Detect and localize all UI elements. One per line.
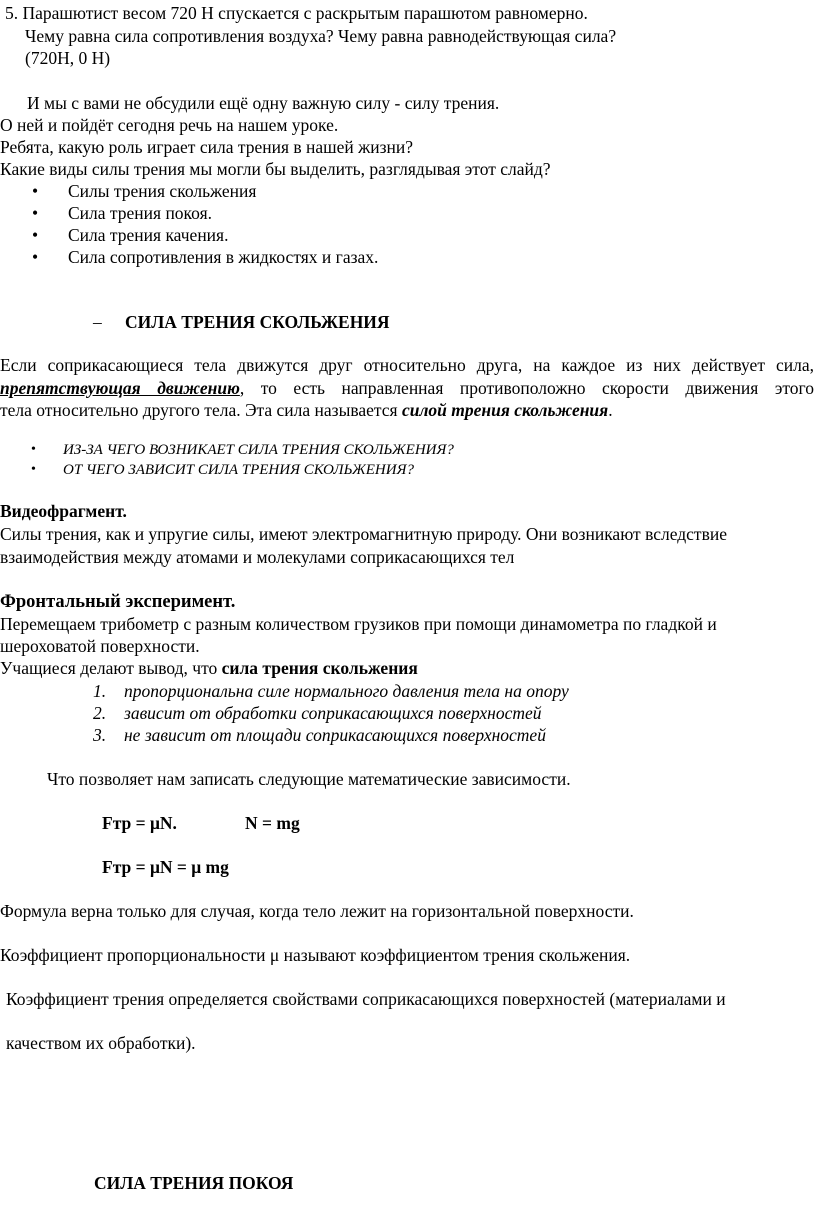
video-heading: Видеофрагмент. bbox=[0, 501, 127, 521]
intro-line-3: Ребята, какую роль играет сила трения в нашей жизни? bbox=[0, 137, 413, 157]
note-formula-validity: Формула верна только для случая, когда тело лежит на горизонтальной поверхности. bbox=[0, 901, 634, 921]
problem-line-1: 5. Парашютист весом 720 Н спускается с раскрытым парашютом равномерно. bbox=[5, 3, 588, 23]
math-intro: Что позволяет нам записать следующие математические зависимости. bbox=[47, 769, 571, 789]
intro-line-2: О ней и пойдёт сегодня речь на нашем уроке. bbox=[0, 115, 339, 135]
list-number: 1. bbox=[93, 681, 107, 701]
list-number: 2. bbox=[93, 703, 107, 723]
section-title-sliding: СИЛА ТРЕНИЯ СКОЛЬЖЕНИЯ bbox=[125, 312, 390, 332]
conclusion-text: Учащиеся делают вывод, что bbox=[0, 658, 222, 678]
experiment-line-1: Перемещаем трибометр с разным количеством грузиков при помощи динамометра по гладкой и bbox=[0, 614, 717, 634]
bullet-marker: • bbox=[32, 181, 39, 201]
intro-line-1: И мы с вами не обсудили ещё одну важную силу - силу трения. bbox=[27, 93, 500, 113]
definition-line-3 bbox=[0, 402, 613, 420]
formula-normal-force: N = mg bbox=[245, 813, 300, 833]
definition-text: тела относительно другого тела. Эта сила называется bbox=[0, 400, 402, 420]
problem-answer: (720Н, 0 Н) bbox=[25, 48, 111, 68]
problem-line-2: Чему равна сила сопротивления воздуха? Чему равна равнодействующая сила? bbox=[25, 26, 617, 46]
list-item: Сила трения качения. bbox=[68, 225, 229, 245]
question-item: ИЗ-ЗА ЧЕГО ВОЗНИКАЕТ СИЛА ТРЕНИЯ СКОЛЬЖЕНИЯ? bbox=[63, 442, 454, 458]
list-item: не зависит от площади соприкасающихся поверхностей bbox=[124, 725, 546, 745]
section-dash: – bbox=[93, 312, 102, 332]
note-coefficient-depends-2: качеством их обработки). bbox=[6, 1033, 196, 1053]
bullet-marker: • bbox=[31, 462, 36, 477]
bullet-marker: • bbox=[31, 442, 36, 457]
list-item: Сила трения покоя. bbox=[68, 203, 213, 223]
bullet-marker: • bbox=[32, 225, 39, 245]
formula-combined: Fтр = μN = μ mg bbox=[102, 857, 229, 877]
list-item: Сила сопротивления в жидкостях и газах. bbox=[68, 247, 379, 267]
definition-term: силой трения скольжения bbox=[401, 400, 609, 420]
definition-text: , то есть направленная противоположно скорости движения этого bbox=[239, 378, 814, 398]
experiment-heading: Фронтальный эксперимент. bbox=[0, 592, 236, 612]
list-item: Силы трения скольжения bbox=[68, 181, 257, 201]
bullet-marker: • bbox=[32, 247, 39, 267]
question-item: ОТ ЧЕГО ЗАВИСИТ СИЛА ТРЕНИЯ СКОЛЬЖЕНИЯ? bbox=[63, 462, 414, 478]
definition-line-2 bbox=[0, 380, 814, 398]
video-line-1: Силы трения, как и упругие силы, имеют электромагнитную природу. Они возникают вследствие bbox=[0, 524, 727, 544]
intro-line-4: Какие виды силы трения мы могли бы выделить, разглядывая этот слайд? bbox=[0, 159, 551, 179]
list-item: зависит от обработки соприкасающихся поверхностей bbox=[124, 703, 542, 723]
experiment-conclusion bbox=[0, 660, 418, 678]
formula-friction: Fтр = μN. bbox=[102, 813, 177, 833]
note-coefficient: Коэффициент пропорциональности μ называют коэффициентом трения скольжения. bbox=[0, 945, 631, 965]
note-coefficient-depends-1: Коэффициент трения определяется свойствами соприкасающихся поверхностей (материалами и bbox=[6, 989, 726, 1009]
experiment-line-2: шероховатой поверхности. bbox=[0, 636, 200, 656]
conclusion-term: сила трения скольжения bbox=[221, 658, 418, 678]
bullet-marker: • bbox=[32, 203, 39, 223]
definition-line-1: Если соприкасающиеся тела движутся друг относительно друга, на каждое из них действует сила, bbox=[0, 355, 814, 375]
definition-period: . bbox=[608, 400, 613, 420]
video-line-2: взаимодействия между атомами и молекулами соприкасающихся тел bbox=[0, 547, 515, 567]
list-item: пропорциональна силе нормального давления тела на опору bbox=[124, 681, 569, 701]
list-number: 3. bbox=[93, 725, 107, 745]
definition-emphasis: препятствующая движению bbox=[0, 378, 240, 398]
section-title-static: СИЛА ТРЕНИЯ ПОКОЯ bbox=[94, 1173, 294, 1193]
